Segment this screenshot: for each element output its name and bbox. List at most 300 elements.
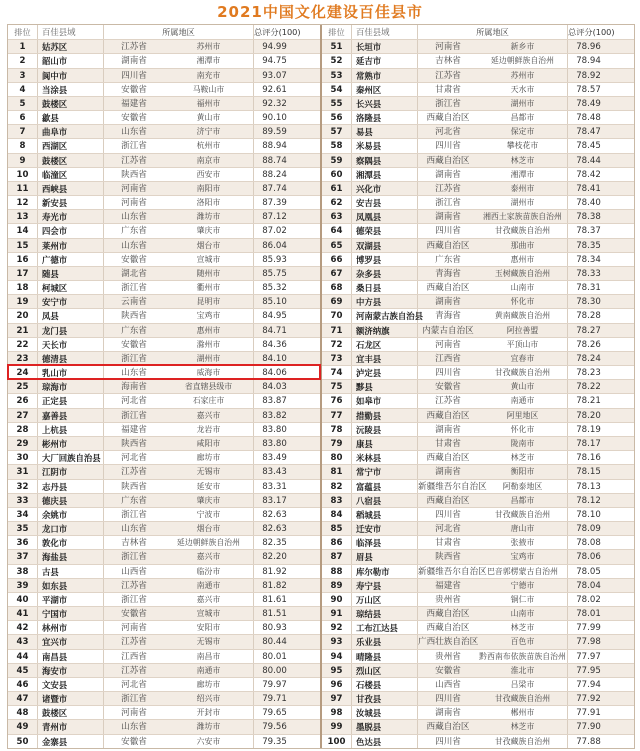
- city-cell: 六安市: [164, 735, 254, 748]
- city-cell: 杭州市: [164, 139, 254, 152]
- county-name: 安吉县: [352, 196, 418, 209]
- county-name: 杂多县: [352, 267, 418, 280]
- rank-cell: 74: [322, 366, 352, 379]
- rank-cell: 92: [322, 621, 352, 634]
- province-cell: 江苏省: [121, 665, 147, 676]
- city-cell: 林芝市: [478, 154, 568, 167]
- table-row: [8, 450, 320, 464]
- table-row: [322, 592, 634, 606]
- province-cell: 江苏省: [121, 155, 147, 166]
- province-cell: 浙江省: [121, 509, 147, 520]
- score-cell: 93.07: [262, 70, 287, 81]
- province-cell: 西藏自治区: [426, 283, 470, 294]
- city-cell: 张掖市: [478, 536, 568, 549]
- county-name: 新安县: [38, 196, 104, 209]
- rank-cell: 50: [8, 735, 38, 748]
- city-cell: 湘潭市: [478, 168, 568, 181]
- score-cell: 79.97: [262, 679, 287, 690]
- county-name: 八宿县: [352, 494, 418, 507]
- county-name: 彬州市: [38, 437, 104, 450]
- city-cell: 安阳市: [164, 621, 254, 634]
- county-name: 鼓楼区: [38, 97, 104, 110]
- table-row: [8, 620, 320, 634]
- county-name: 康县: [352, 437, 418, 450]
- score-cell: 83.80: [262, 424, 287, 435]
- city-cell: 陇南市: [478, 437, 568, 450]
- city-cell: 湘西土家族苗族自治州: [478, 210, 568, 223]
- score-cell: 89.59: [262, 127, 287, 138]
- table-row: [8, 153, 320, 167]
- score-cell: 78.26: [576, 339, 601, 350]
- table-row: [322, 620, 634, 634]
- score-cell: 84.95: [262, 311, 287, 322]
- city-cell: 滁州市: [164, 338, 254, 351]
- county-name: 临潼区: [38, 168, 104, 181]
- county-name: 稻城县: [352, 508, 418, 521]
- rank-cell: 70: [322, 309, 352, 322]
- rank-cell: 53: [322, 69, 352, 82]
- score-cell: 84.03: [262, 382, 287, 393]
- province-cell: 西藏自治区: [426, 609, 470, 620]
- province-cell: 河北省: [435, 127, 461, 138]
- rank-cell: 64: [322, 224, 352, 237]
- rank-cell: 46: [8, 678, 38, 691]
- province-cell: 海南省: [121, 382, 147, 393]
- rank-cell: 15: [8, 239, 38, 252]
- rank-cell: 17: [8, 267, 38, 280]
- table-row: [322, 337, 634, 351]
- score-cell: 87.39: [262, 198, 287, 209]
- city-cell: 湖州市: [478, 97, 568, 110]
- county-name: 广德市: [38, 253, 104, 266]
- table-row: [322, 436, 634, 450]
- rank-cell: 16: [8, 253, 38, 266]
- table-row: [8, 734, 320, 748]
- table-row: [322, 663, 634, 677]
- city-cell: 宁德市: [478, 579, 568, 592]
- county-name: 古县: [38, 565, 104, 578]
- county-name: 琼结县: [352, 607, 418, 620]
- city-cell: 湖州市: [478, 196, 568, 209]
- score-cell: 77.90: [576, 722, 601, 733]
- province-cell: 四川省: [435, 509, 461, 520]
- city-cell: 甘孜藏族自治州: [478, 366, 568, 379]
- score-cell: 78.01: [576, 609, 601, 620]
- county-name: 德荣县: [352, 224, 418, 237]
- county-name: 嘉善县: [38, 409, 104, 422]
- rank-cell: 69: [322, 295, 352, 308]
- table-row: [8, 521, 320, 535]
- score-cell: 78.19: [576, 424, 601, 435]
- rank-cell: 62: [322, 196, 352, 209]
- city-cell: 龙岩市: [164, 423, 254, 436]
- city-cell: 威海市: [164, 366, 254, 379]
- city-cell: 巴音郭楞蒙古自治州: [478, 565, 568, 578]
- rank-cell: 72: [322, 338, 352, 351]
- county-name: 阆中市: [38, 69, 104, 82]
- score-cell: 83.17: [262, 495, 287, 506]
- province-cell: 河南省: [121, 623, 147, 634]
- city-cell: 湘潭市: [164, 54, 254, 67]
- score-cell: 77.92: [576, 694, 601, 705]
- county-name: 德清县: [38, 352, 104, 365]
- city-cell: 随州市: [164, 267, 254, 280]
- rank-cell: 89: [322, 579, 352, 592]
- city-cell: 黔西南布依族苗族自治州: [478, 650, 568, 663]
- city-cell: 肇庆市: [164, 224, 254, 237]
- table-row: [8, 719, 320, 733]
- county-name: 中方县: [352, 295, 418, 308]
- rank-cell: 13: [8, 210, 38, 223]
- city-cell: 那曲市: [478, 239, 568, 252]
- county-name: 平湖市: [38, 593, 104, 606]
- score-cell: 90.10: [262, 113, 287, 124]
- score-cell: 78.27: [576, 325, 601, 336]
- city-cell: 甘孜藏族自治州: [478, 692, 568, 705]
- rank-cell: 57: [322, 125, 352, 138]
- city-cell: 平顶山市: [478, 338, 568, 351]
- province-cell: 浙江省: [121, 410, 147, 421]
- county-name: 琼海市: [38, 380, 104, 393]
- county-name: 寿光市: [38, 210, 104, 223]
- province-cell: 广东省: [121, 495, 147, 506]
- province-cell: 陕西省: [435, 552, 461, 563]
- table-row: [322, 294, 634, 308]
- table-row: [322, 408, 634, 422]
- rank-cell: 80: [322, 451, 352, 464]
- province-cell: 山西省: [121, 566, 147, 577]
- score-cell: 78.49: [576, 98, 601, 109]
- table-row: [8, 691, 320, 705]
- score-cell: 78.47: [576, 127, 601, 138]
- city-cell: 南阳市: [164, 182, 254, 195]
- score-cell: 88.94: [262, 141, 287, 152]
- score-cell: 78.21: [576, 396, 601, 407]
- city-cell: 延安市: [164, 480, 254, 493]
- province-cell: 山西省: [435, 679, 461, 690]
- county-name: 鼓楼区: [38, 706, 104, 719]
- rank-cell: 75: [322, 380, 352, 393]
- city-cell: 林芝市: [478, 451, 568, 464]
- province-cell: 吉林省: [435, 56, 461, 67]
- city-cell: 湖州市: [164, 352, 254, 365]
- score-cell: 78.13: [576, 481, 601, 492]
- rank-cell: 9: [8, 154, 38, 167]
- score-cell: 77.97: [576, 651, 601, 662]
- city-cell: 阿拉善盟: [478, 324, 568, 337]
- table-row: [8, 634, 320, 648]
- county-name: 海安市: [38, 664, 104, 677]
- province-cell: 浙江省: [121, 353, 147, 364]
- province-cell: 浙江省: [121, 283, 147, 294]
- city-cell: 宣城市: [164, 607, 254, 620]
- table-row: [322, 53, 634, 67]
- rank-cell: 4: [8, 83, 38, 96]
- score-cell: 82.63: [262, 509, 287, 520]
- county-name: 姑苏区: [38, 40, 104, 53]
- city-cell: 苏州市: [478, 69, 568, 82]
- county-name: 富蕴县: [352, 480, 418, 493]
- rank-cell: 73: [322, 352, 352, 365]
- city-cell: 宝鸡市: [164, 309, 254, 322]
- city-cell: 南通市: [478, 394, 568, 407]
- table-row: [8, 53, 320, 67]
- province-cell: 四川省: [435, 141, 461, 152]
- province-cell: 西藏自治区: [426, 240, 470, 251]
- score-cell: 81.51: [262, 609, 287, 620]
- rank-cell: 28: [8, 423, 38, 436]
- city-cell: 惠州市: [478, 253, 568, 266]
- table-row: [8, 464, 320, 478]
- county-name: 上杭县: [38, 423, 104, 436]
- county-name: 天长市: [38, 338, 104, 351]
- rank-cell: 55: [322, 97, 352, 110]
- table-row: [8, 564, 320, 578]
- county-name: 措勤县: [352, 409, 418, 422]
- score-cell: 78.12: [576, 495, 601, 506]
- county-name: 迁安市: [352, 522, 418, 535]
- table-row: [322, 493, 634, 507]
- table-row: [8, 705, 320, 719]
- province-cell: 浙江省: [121, 141, 147, 152]
- county-name: 龙口市: [38, 522, 104, 535]
- table-row: [322, 223, 634, 237]
- province-cell: 山东省: [121, 212, 147, 223]
- city-cell: 保定市: [478, 125, 568, 138]
- county-name: 河南蒙古族自治县: [352, 309, 418, 322]
- county-name: 龙门县: [38, 324, 104, 337]
- city-cell: 延边朝鲜族自治州: [164, 536, 254, 549]
- county-name: 洛隆县: [352, 111, 418, 124]
- score-cell: 77.94: [576, 679, 601, 690]
- province-cell: 吉林省: [121, 538, 147, 549]
- city-cell: 济宁市: [164, 125, 254, 138]
- province-cell: 河南省: [121, 198, 147, 209]
- county-name: 西峡县: [38, 182, 104, 195]
- table-right-half: [322, 25, 634, 748]
- city-cell: 烟台市: [164, 239, 254, 252]
- province-cell: 广西壮族自治区: [418, 637, 479, 648]
- table-row: [8, 209, 320, 223]
- score-cell: 87.74: [262, 183, 287, 194]
- table-row: [8, 493, 320, 507]
- score-cell: 86.04: [262, 240, 287, 251]
- city-cell: 林芝市: [478, 621, 568, 634]
- county-name: 米易县: [352, 139, 418, 152]
- city-cell: 淮北市: [478, 664, 568, 677]
- score-cell: 87.02: [262, 226, 287, 237]
- table-row: [8, 436, 320, 450]
- rank-cell: 3: [8, 69, 38, 82]
- score-cell: 80.01: [262, 651, 287, 662]
- rank-cell: 5: [8, 97, 38, 110]
- province-cell: 西藏自治区: [426, 495, 470, 506]
- rank-cell: 25: [8, 380, 38, 393]
- city-cell: 宁波市: [164, 508, 254, 521]
- table-row: [322, 634, 634, 648]
- table-row: [322, 606, 634, 620]
- table-row: [8, 68, 320, 82]
- province-cell: 浙江省: [121, 594, 147, 605]
- score-cell: 94.99: [262, 42, 287, 53]
- province-cell: 河南省: [121, 708, 147, 719]
- city-cell: 烟台市: [164, 522, 254, 535]
- county-name: 凤凰县: [352, 210, 418, 223]
- score-cell: 92.61: [262, 84, 287, 95]
- table-row: [8, 379, 320, 393]
- header-name: 百佳县域: [38, 25, 104, 39]
- city-cell: 攀枝花市: [478, 139, 568, 152]
- rank-cell: 82: [322, 480, 352, 493]
- table-row: [322, 393, 634, 407]
- table-row: [322, 564, 634, 578]
- county-name: 南昌县: [38, 650, 104, 663]
- rank-cell: 54: [322, 83, 352, 96]
- score-cell: 83.82: [262, 410, 287, 421]
- score-cell: 78.94: [576, 56, 601, 67]
- province-cell: 河北省: [121, 453, 147, 464]
- score-cell: 83.43: [262, 467, 287, 478]
- province-cell: 安徽省: [121, 84, 147, 95]
- county-name: 如皋市: [352, 394, 418, 407]
- table-row: [8, 677, 320, 691]
- score-cell: 78.16: [576, 453, 601, 464]
- table-row: [322, 153, 634, 167]
- province-cell: 湖南省: [435, 467, 461, 478]
- table-row: [322, 351, 634, 365]
- table-row: [8, 266, 320, 280]
- county-name: 安宁市: [38, 295, 104, 308]
- province-cell: 山东省: [121, 722, 147, 733]
- province-cell: 湖南省: [435, 424, 461, 435]
- score-cell: 78.31: [576, 283, 601, 294]
- score-cell: 78.45: [576, 141, 601, 152]
- rank-cell: 36: [8, 536, 38, 549]
- city-cell: 百色市: [478, 635, 568, 648]
- rank-cell: 91: [322, 607, 352, 620]
- province-cell: 江西省: [435, 353, 461, 364]
- score-cell: 83.80: [262, 438, 287, 449]
- province-cell: 青海省: [435, 268, 461, 279]
- county-name: 柯城区: [38, 281, 104, 294]
- score-cell: 78.33: [576, 268, 601, 279]
- county-name: 常宁市: [352, 465, 418, 478]
- province-cell: 安徽省: [435, 382, 461, 393]
- score-cell: 81.82: [262, 580, 287, 591]
- score-cell: 78.92: [576, 70, 601, 81]
- score-cell: 88.74: [262, 155, 287, 166]
- score-cell: 79.65: [262, 708, 287, 719]
- province-cell: 甘肃省: [435, 538, 461, 549]
- rank-cell: 1: [8, 40, 38, 53]
- county-name: 额济纳旗: [352, 324, 418, 337]
- province-cell: 甘肃省: [435, 438, 461, 449]
- rank-cell: 31: [8, 465, 38, 478]
- city-cell: 省直辖县级市: [164, 380, 254, 393]
- rank-cell: 45: [8, 664, 38, 677]
- score-cell: 87.12: [262, 212, 287, 223]
- rank-cell: 30: [8, 451, 38, 464]
- rank-cell: 40: [8, 593, 38, 606]
- city-cell: 甘孜藏族自治州: [478, 224, 568, 237]
- rank-cell: 96: [322, 678, 352, 691]
- province-cell: 河北省: [435, 524, 461, 535]
- province-cell: 安徽省: [121, 254, 147, 265]
- score-cell: 85.93: [262, 254, 287, 265]
- province-cell: 江苏省: [435, 183, 461, 194]
- city-cell: 阿里地区: [478, 409, 568, 422]
- county-name: 库尔勒市: [352, 565, 418, 578]
- city-cell: 石家庄市: [164, 394, 254, 407]
- table-row: [322, 507, 634, 521]
- province-cell: 福建省: [121, 424, 147, 435]
- table-row: [8, 223, 320, 237]
- rank-cell: 52: [322, 54, 352, 67]
- province-cell: 湖南省: [435, 212, 461, 223]
- city-cell: 廊坊市: [164, 451, 254, 464]
- score-cell: 94.75: [262, 56, 287, 67]
- province-cell: 山东省: [121, 240, 147, 251]
- table-row: [322, 734, 634, 748]
- city-cell: 延边朝鲜族自治州: [478, 54, 568, 67]
- table-row: [8, 96, 320, 110]
- county-name: 桑日县: [352, 281, 418, 294]
- table-row: [322, 677, 634, 691]
- rank-cell: 56: [322, 111, 352, 124]
- table-header-row: [8, 25, 320, 39]
- score-cell: 84.06: [262, 368, 287, 379]
- table-row: [322, 649, 634, 663]
- rank-cell: 48: [8, 706, 38, 719]
- score-cell: 78.40: [576, 198, 601, 209]
- rank-cell: 81: [322, 465, 352, 478]
- table-row: [322, 124, 634, 138]
- city-cell: 宝鸡市: [478, 550, 568, 563]
- table-row: [8, 365, 320, 379]
- county-name: 长垣市: [352, 40, 418, 53]
- rank-cell: 78: [322, 423, 352, 436]
- table-row: [322, 280, 634, 294]
- city-cell: 泰州市: [478, 182, 568, 195]
- county-name: 色达县: [352, 735, 418, 748]
- table-row: [8, 39, 320, 53]
- table-row: [8, 649, 320, 663]
- county-name: 长兴县: [352, 97, 418, 110]
- city-cell: 南昌市: [164, 650, 254, 663]
- province-cell: 内蒙古自治区: [422, 325, 474, 336]
- score-cell: 85.32: [262, 283, 287, 294]
- province-cell: 四川省: [435, 694, 461, 705]
- rank-cell: 44: [8, 650, 38, 663]
- city-cell: 潍坊市: [164, 210, 254, 223]
- table-row: [8, 181, 320, 195]
- rank-cell: 23: [8, 352, 38, 365]
- province-cell: 浙江省: [121, 694, 147, 705]
- county-name: 湘潭县: [352, 168, 418, 181]
- rank-cell: 39: [8, 579, 38, 592]
- score-cell: 82.35: [262, 538, 287, 549]
- score-cell: 78.24: [576, 353, 601, 364]
- city-cell: 衢州市: [164, 281, 254, 294]
- rank-cell: 98: [322, 706, 352, 719]
- county-name: 乐业县: [352, 635, 418, 648]
- city-cell: 郴州市: [478, 706, 568, 719]
- table-row: [322, 252, 634, 266]
- city-cell: 咸阳市: [164, 437, 254, 450]
- city-cell: 衡阳市: [478, 465, 568, 478]
- county-name: 秦州区: [352, 83, 418, 96]
- table-row: [8, 408, 320, 422]
